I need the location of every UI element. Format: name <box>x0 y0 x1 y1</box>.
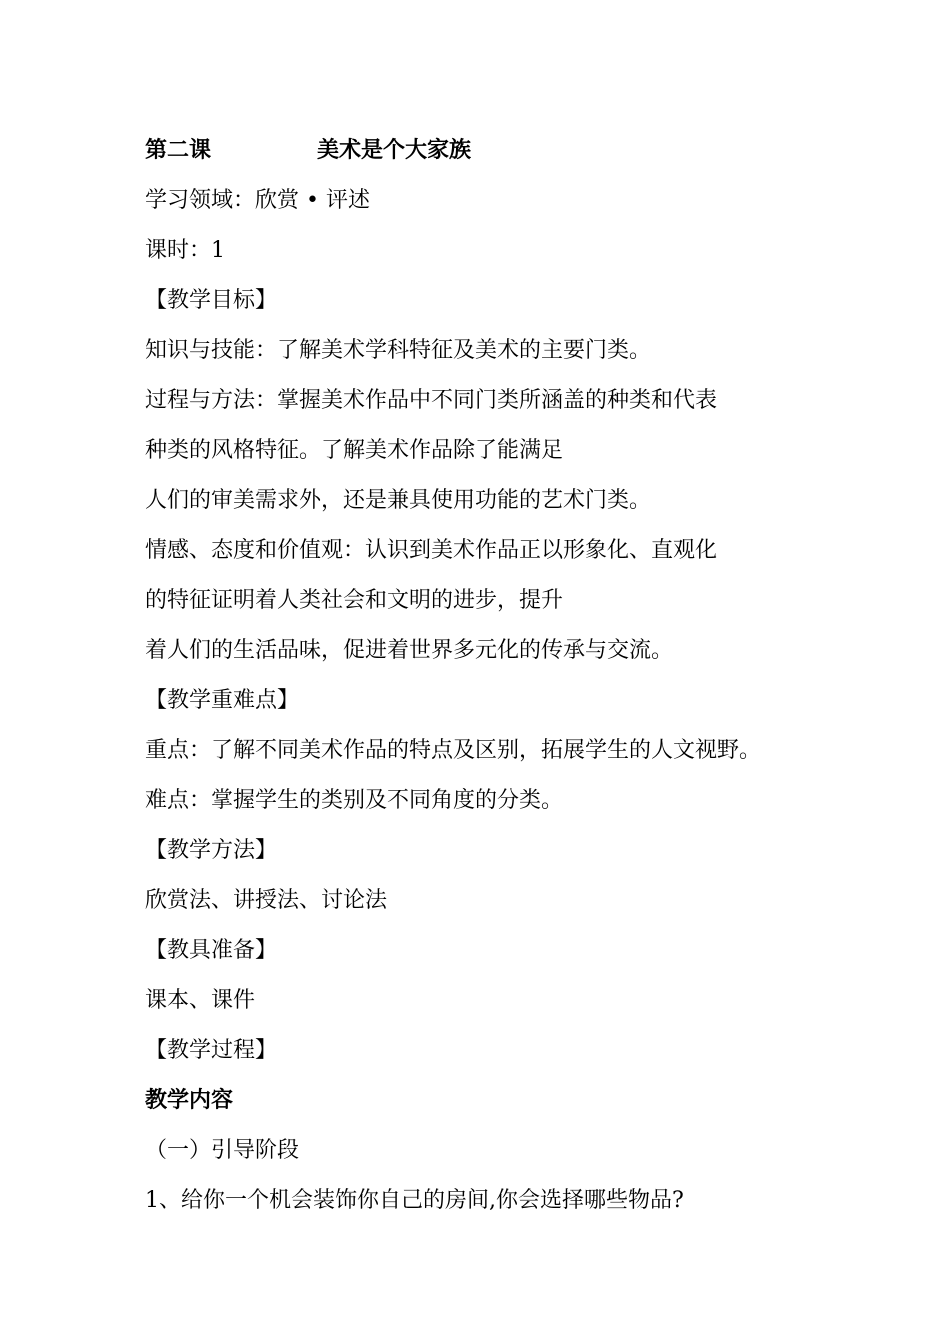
objective-process-line-2: 种类的风格特征。了解美术作品除了能满足 <box>145 438 564 463</box>
objective-process-line-3: 人们的审美需求外，还是兼具使用功能的艺术门类。 <box>145 488 652 513</box>
teaching-methods: 欣赏法、讲授法、讨论法 <box>145 888 388 913</box>
teaching-content-heading: 教学内容 <box>145 1088 234 1113</box>
section-heading-methods: 【教学方法】 <box>145 838 278 863</box>
key-point: 重点：了解不同美术作品的特点及区别，拓展学生的人文视野。 <box>145 738 762 763</box>
section-heading-process: 【教学过程】 <box>145 1038 278 1063</box>
question-1: 1、给你一个机会装饰你自己的房间,你会选择哪些物品? <box>145 1188 684 1213</box>
study-area: 学习领域：欣赏 • 评述 <box>145 188 370 213</box>
lesson-number: 第二课 <box>145 138 212 163</box>
lesson-title: 美术是个大家族 <box>317 138 472 163</box>
section-heading-materials: 【教具准备】 <box>145 938 278 963</box>
objective-emotion-line-3: 着人们的生活品味，促进着世界多元化的传承与交流。 <box>145 638 674 663</box>
difficult-point: 难点：掌握学生的类别及不同角度的分类。 <box>145 788 564 813</box>
section-heading-key-points: 【教学重难点】 <box>145 688 300 713</box>
objective-knowledge: 知识与技能：了解美术学科特征及美术的主要门类。 <box>145 338 652 363</box>
document-page <box>145 126 805 1226</box>
class-hours: 课时：1 <box>145 238 225 263</box>
lesson-heading <box>145 126 805 176</box>
objective-emotion-line-2: 的特征证明着人类社会和文明的进步，提升 <box>145 588 564 613</box>
teaching-materials: 课本、课件 <box>145 988 256 1013</box>
objective-emotion-line-1: 情感、态度和价值观：认识到美术作品正以形象化、直观化 <box>145 538 718 563</box>
stage-heading: （一）引导阶段 <box>145 1138 300 1163</box>
section-heading-objectives: 【教学目标】 <box>145 288 278 313</box>
objective-process-line-1: 过程与方法：掌握美术作品中不同门类所涵盖的种类和代表 <box>145 388 718 413</box>
